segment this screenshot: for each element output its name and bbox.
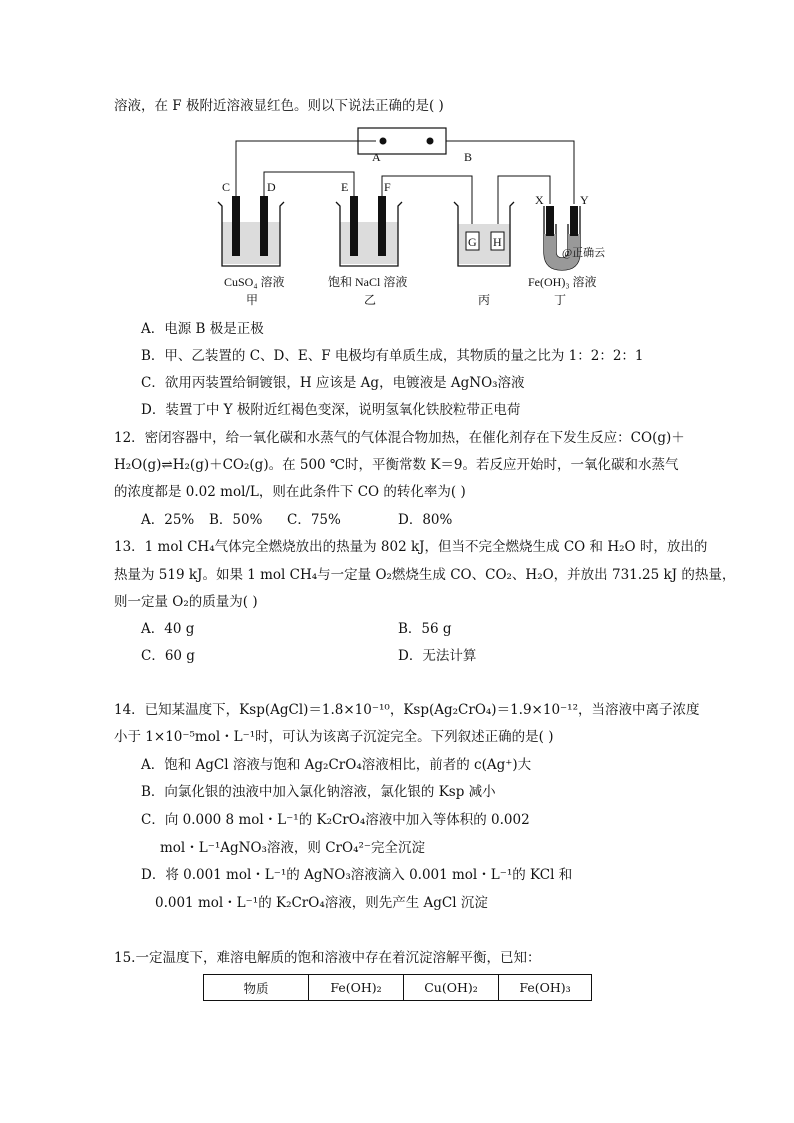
label-d: D <box>267 180 276 194</box>
beaker-jia <box>218 196 284 266</box>
q12-option-b: B．50% <box>209 512 263 528</box>
q12-option-c: C．75% <box>287 512 341 528</box>
table-header-feoh3: Fe(OH)₃ <box>499 975 592 1001</box>
label-e: E <box>341 180 349 194</box>
beaker-yi <box>336 196 402 266</box>
q14-line-2: 小于 1×10⁻⁵mol・L⁻¹时，可认为该离子沉淀完全。下列叙述正确的是( ) <box>114 729 554 745</box>
label-g: G <box>468 235 477 249</box>
label-x: X <box>535 193 544 207</box>
solution-jia: CuSO₄ 溶液 <box>224 275 285 289</box>
q11-option-a: A．电源 B 极是正极 <box>141 321 264 337</box>
q14-option-a: A．饱和 AgCl 溶液与饱和 Ag₂CrO₄溶液相比，前者的 c(Ag⁺)大 <box>141 757 532 773</box>
table-header-substance: 物质 <box>204 975 309 1001</box>
q13-line-1: 13．1 mol CH₄气体完全燃烧放出的热量为 802 kJ，但当不完全燃烧生成 CO 和 H₂O 时，放出的 <box>114 539 708 555</box>
q13-line-2: 热量为 519 kJ。如果 1 mol CH₄与一定量 O₂燃烧生成 CO、CO₂、H₂O，并放出 731.25 kJ 的热量， <box>114 567 736 583</box>
beaker-bing <box>454 202 514 266</box>
terminal-b <box>427 138 434 145</box>
q14-option-c-line-2: mol・L⁻¹AgNO₃溶液，则 CrO₄²⁻完全沉淀 <box>160 840 426 856</box>
q13-option-a: A．40 g <box>141 621 195 637</box>
q12-option-d: D．80% <box>398 512 453 528</box>
solution-yi: 饱和 NaCl 溶液 <box>328 275 408 289</box>
q12-option-a: A．25% <box>141 512 195 528</box>
q11-option-d: D．装置丁中 Y 极附近红褐色变深，说明氢氧化铁胶粒带正电荷 <box>141 402 521 418</box>
u-tube-ding <box>544 206 605 270</box>
table-header-cuoh2: Cu(OH)₂ <box>404 975 499 1001</box>
label-c: C <box>222 180 231 194</box>
terminal-a <box>380 138 387 145</box>
label-h: H <box>493 235 502 249</box>
solution-ding: Fe(OH)₃ 溶液 <box>528 275 597 289</box>
q13-option-c: C．60 g <box>141 648 195 664</box>
q14-option-b: B．向氯化银的浊液中加入氯化钠溶液，氯化银的 Ksp 减小 <box>141 784 496 800</box>
question-intro: 溶液，在 F 极附近溶液显红色。则以下说法正确的是( ) <box>114 98 444 114</box>
cell-name-jia: 甲 <box>246 293 259 307</box>
table-row <box>204 975 592 1001</box>
label-f: F <box>384 180 391 194</box>
q11-option-c: C．欲用丙装置给铜镀银，H 应该是 Ag，电镀液是 AgNO₃溶液 <box>141 375 525 391</box>
q15-table <box>203 974 592 1001</box>
q12-line-2: H₂O(g)⇌H₂(g)＋CO₂(g)。在 500 ℃时，平衡常数 K＝9。若反应开始时，一氧化碳和水蒸气 <box>114 457 679 473</box>
q12-line-1: 12．密闭容器中，给一氧化碳和水蒸气的气体混合物加热，在催化剂存在下发生反应：CO(g)＋ <box>114 430 685 446</box>
table-header-feoh2: Fe(OH)₂ <box>309 975 404 1001</box>
cell-name-bing: 丙 <box>478 293 491 307</box>
watermark: @正确云 <box>562 247 606 259</box>
electrolysis-diagram <box>210 124 610 314</box>
q15-line-1: 15.一定温度下，难溶电解质的饱和溶液中存在着沉淀溶解平衡，已知： <box>114 950 541 966</box>
q14-option-c-line-1: C．向 0.000 8 mol・L⁻¹的 K₂CrO₄溶液中加入等体积的 0.002 <box>141 812 530 828</box>
q12-line-3: 的浓度都是 0.02 mol/L，则在此条件下 CO 的转化率为( ) <box>114 484 466 500</box>
q13-option-d: D．无法计算 <box>398 648 477 664</box>
q11-option-b: B．甲、乙装置的 C、D、E、F 电极均有单质生成，其物质的量之比为 1：2：2：1 <box>141 348 644 364</box>
q13-line-3: 则一定量 O₂的质量为( ) <box>114 594 258 610</box>
q14-option-d-line-1: D．将 0.001 mol・L⁻¹的 AgNO₃溶液滴入 0.001 mol・L⁻¹的 KCl 和 <box>141 867 573 883</box>
label-a: A <box>372 150 381 164</box>
q14-option-d-line-2: 0.001 mol・L⁻¹的 K₂CrO₄溶液，则先产生 AgCl 沉淀 <box>155 895 488 911</box>
q14-line-1: 14．已知某温度下，Ksp(AgCl)＝1.8×10⁻¹⁰，Ksp(Ag₂CrO₄)＝1.9×10⁻¹²，当溶液中离子浓度 <box>114 702 700 718</box>
cell-name-yi: 乙 <box>364 293 377 307</box>
q13-option-b: B．56 g <box>398 621 452 637</box>
cell-name-ding: 丁 <box>554 293 567 307</box>
label-y: Y <box>580 193 589 207</box>
label-b: B <box>464 150 473 164</box>
